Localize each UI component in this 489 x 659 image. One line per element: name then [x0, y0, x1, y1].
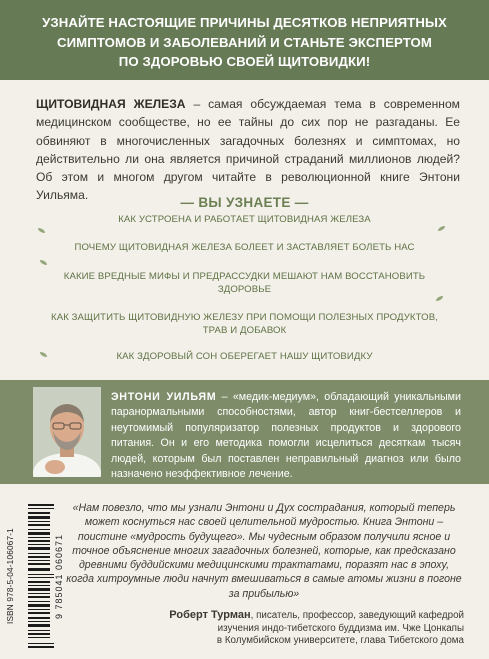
signature-line-2: изучения индо-тибетского буддизма им. Чже Цонкапы [217, 622, 464, 634]
intro-lead: ЩИТОВИДНАЯ ЖЕЛЕЗА [36, 97, 186, 111]
signature-line-1 [118, 609, 464, 623]
author-photo [33, 387, 101, 477]
signature-name: Роберт Турман [169, 609, 251, 621]
leaf-icon [38, 228, 45, 233]
learn-item-5: КАК ЗДОРОВЫЙ СОН ОБЕРЕГАЕТ НАШУ ЩИТОВИДКУ [116, 351, 373, 362]
leaf-icon [436, 296, 443, 301]
intro-body: – самая обсуждаемая тема в современном медицинском сообществе, но ее тайны до сих пор не разгаданы. Ее обвиняют в многочисленных загадочных болезнях и симптомах, но действительно ли она является причиной страданий миллионов людей? Об этом и многом другом читайте в революционной книге Энтони Уильяма. [36, 97, 460, 203]
barcode-digits: 9 785041 060671 [54, 533, 64, 619]
isbn-number: ISBN 978-5-04-106067-1 [6, 528, 15, 624]
learn-item-4-line-2: ТРАВ И ДОБАВОК [202, 325, 287, 336]
author-bio-body: – «медик-медиум», обладающий уникальными паранормальными способностями, автор книг-бестселлеров и неутомимый популяризатор полезных продуктов и здорового питания. Он и его методика помогли исцелиться десяткам тысяч людей, которым был поставлен неправильный диагноз или было назначено неэффективное лечение. [111, 391, 462, 481]
author-portrait-illustration [33, 387, 101, 477]
signature-line-3: в Колумбийском университете, глава Тибетского дома [216, 635, 464, 647]
learn-item-2: ПОЧЕМУ ЩИТОВИДНАЯ ЖЕЛЕЗА БОЛЕЕТ И ЗАСТАВЛЯЕТ БОЛЕТЬ НАС [74, 242, 415, 253]
banner-line-2: СИМПТОМОВ И ЗАБОЛЕВАНИЙ И СТАНЬТЕ ЭКСПЕРТОМ [56, 34, 432, 50]
leaf-icon [438, 226, 445, 231]
top-banner [0, 0, 489, 80]
testimonial-signature [118, 609, 464, 648]
banner-line-3: ПО ЗДОРОВЬЮ СВОЕЙ ЩИТОВИДКИ! [118, 54, 371, 69]
learn-heading: — ВЫ УЗНАЕТЕ — [180, 195, 309, 210]
learn-item-3-line-2: ЗДОРОВЬЕ [217, 284, 272, 295]
banner-line-1: УЗНАЙТЕ НАСТОЯЩИЕ ПРИЧИНЫ ДЕСЯТКОВ НЕПРИЯТНЫХ [42, 15, 447, 30]
intro-paragraph [36, 95, 460, 205]
learn-item-3-line-1: КАКИЕ ВРЕДНЫЕ МИФЫ И ПРЕДРАССУДКИ МЕШАЮТ НАМ ВОССТАНОВИТЬ [63, 271, 426, 282]
author-bio [111, 390, 461, 482]
author-name: ЭНТОНИ УИЛЬЯМ [111, 391, 217, 403]
learn-item-4-line-1: КАК ЗАЩИТИТЬ ЩИТОВИДНУЮ ЖЕЛЕЗУ ПРИ ПОМОЩИ ПОЛЕЗНЫХ ПРОДУКТОВ, [51, 312, 438, 323]
learn-item-1: КАК УСТРОЕНА И РАБОТАЕТ ЩИТОВИДНАЯ ЖЕЛЕЗА [118, 214, 371, 225]
testimonial-quote: «Нам повезло, что мы узнали Энтони и Дух сострадания, который теперь может коснуться нас своей целительной мудростью. Книга Энтони – поистине «мудрость будущего». Мы чудесным образом получили ясное и точное объяснение многих загадочных болезней, которые, как предсказано древними буддийскими медицинскими трактатами, поразят нас в эпоху, когда хитроумные люди начнут вмешиваться в самые атомы жизни в погоне за прибылью» [66, 502, 462, 600]
signature-title-1: , писатель, профессор, заведующий кафедрой [250, 610, 464, 621]
leaf-icon [40, 260, 47, 265]
